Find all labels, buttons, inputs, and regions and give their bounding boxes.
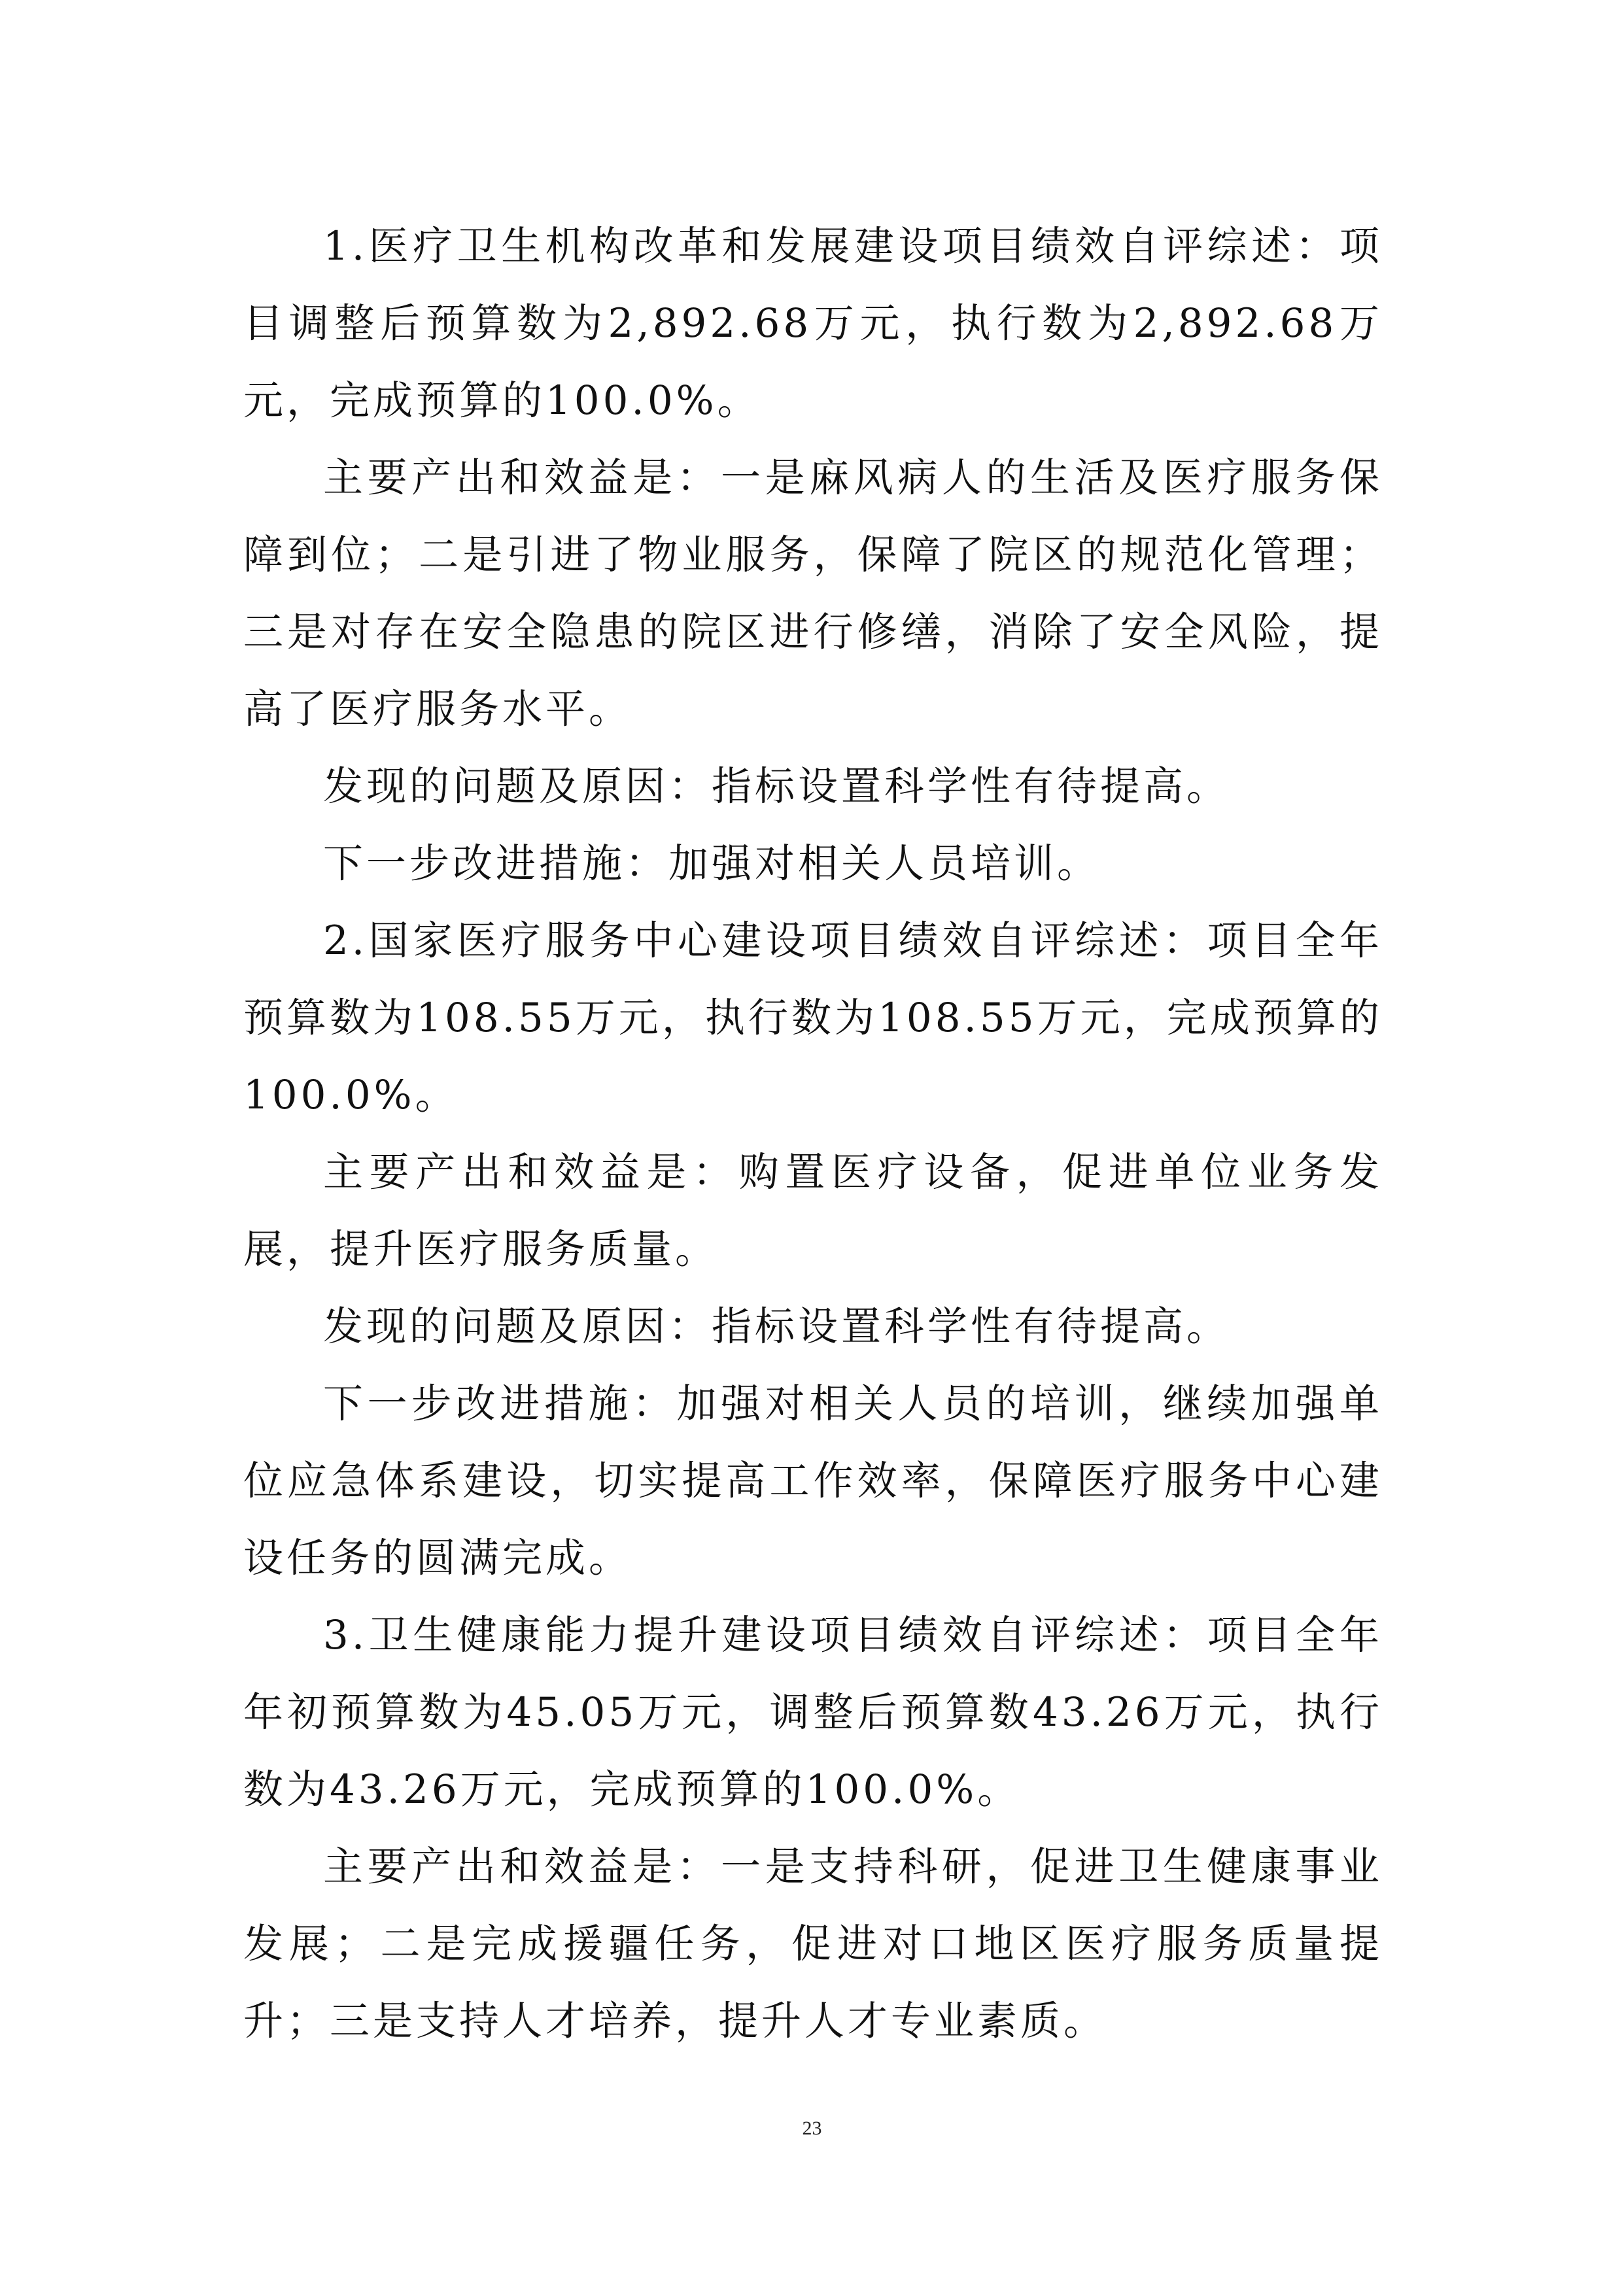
- paragraph-project-1-outcomes: 主要产出和效益是：一是麻风病人的生活及医疗服务保障到位；二是引进了物业服务，保障了院区的规范化管理；三是对存在安全隐患的院区进行修缮，消除了安全风险，提高了医疗服务水平。: [243, 454, 1383, 732]
- page-number: 23: [802, 2117, 822, 2139]
- paragraph-project-1-problems: 发现的问题及原因：指标设置科学性有待提高。: [323, 763, 1230, 810]
- paragraph-project-2-outcomes: 主要产出和效益是：购置医疗设备，促进单位业务发展，提升医疗服务质量。: [243, 1149, 1383, 1273]
- paragraph-project-2-summary: 2.国家医疗服务中心建设项目绩效自评综述：项目全年预算数为108.55万元，执行数为108.55万元，完成预算的100.0%。: [243, 917, 1383, 1118]
- paragraph-project-2-improvements: 下一步改进措施：加强对相关人员的培训，继续加强单位应急体系建设，切实提高工作效率，保障医疗服务中心建设任务的圆满完成。: [243, 1380, 1383, 1581]
- paragraph-project-3-summary: 3.卫生健康能力提升建设项目绩效自评综述：项目全年年初预算数为45.05万元，调整后预算数43.26万元，执行数为43.26万元，完成预算的100.0%。: [243, 1612, 1383, 1813]
- paragraph-project-2-problems: 发现的问题及原因：指标设置科学性有待提高。: [323, 1303, 1230, 1350]
- paragraph-project-1-improvements: 下一步改进措施：加强对相关人员培训。: [323, 840, 1101, 887]
- paragraph-project-1-summary: 1.医疗卫生机构改革和发展建设项目绩效自评综述：项目调整后预算数为2,892.68万元，执行数为2,892.68万元，完成预算的100.0%。: [243, 223, 1383, 424]
- body-text: [243, 208, 1383, 2060]
- paragraph-project-3-outcomes: 主要产出和效益是：一是支持科研，促进卫生健康事业发展；二是完成援疆任务，促进对口地区医疗服务质量提升；三是支持人才培养，提升人才专业素质。: [243, 1843, 1383, 2044]
